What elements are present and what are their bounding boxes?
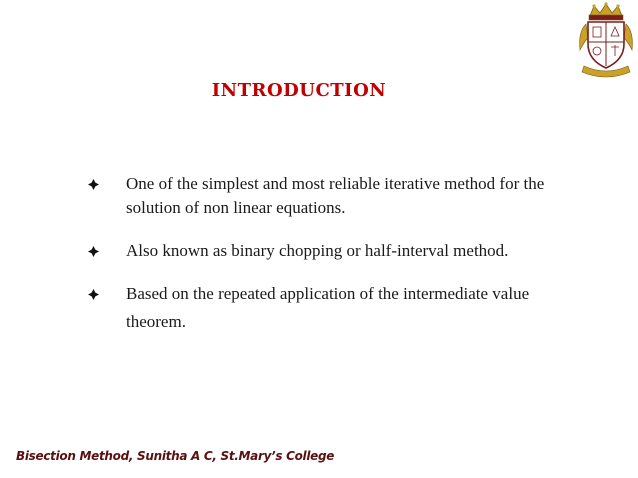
list-item — [88, 239, 588, 263]
bullet-text: Also known as binary chopping or half-interval method. — [126, 241, 509, 260]
slide-title: INTRODUCTION — [211, 80, 387, 101]
diamond-bullet-icon — [88, 282, 126, 305]
bullet-text: Based on the repeated application of the intermediate value theorem. — [126, 284, 530, 331]
bullet-list — [88, 172, 588, 355]
list-item — [88, 282, 588, 336]
diamond-bullet-icon — [88, 239, 126, 262]
slide-footer: Bisection Method, Sunitha A C, St.Mary’s College — [16, 449, 335, 463]
diamond-bullet-icon — [88, 172, 126, 195]
list-item — [88, 172, 588, 220]
college-crest-logo — [576, 2, 636, 78]
bullet-text: One of the simplest and most reliable iterative method for the solution of non linear equations. — [126, 174, 545, 217]
